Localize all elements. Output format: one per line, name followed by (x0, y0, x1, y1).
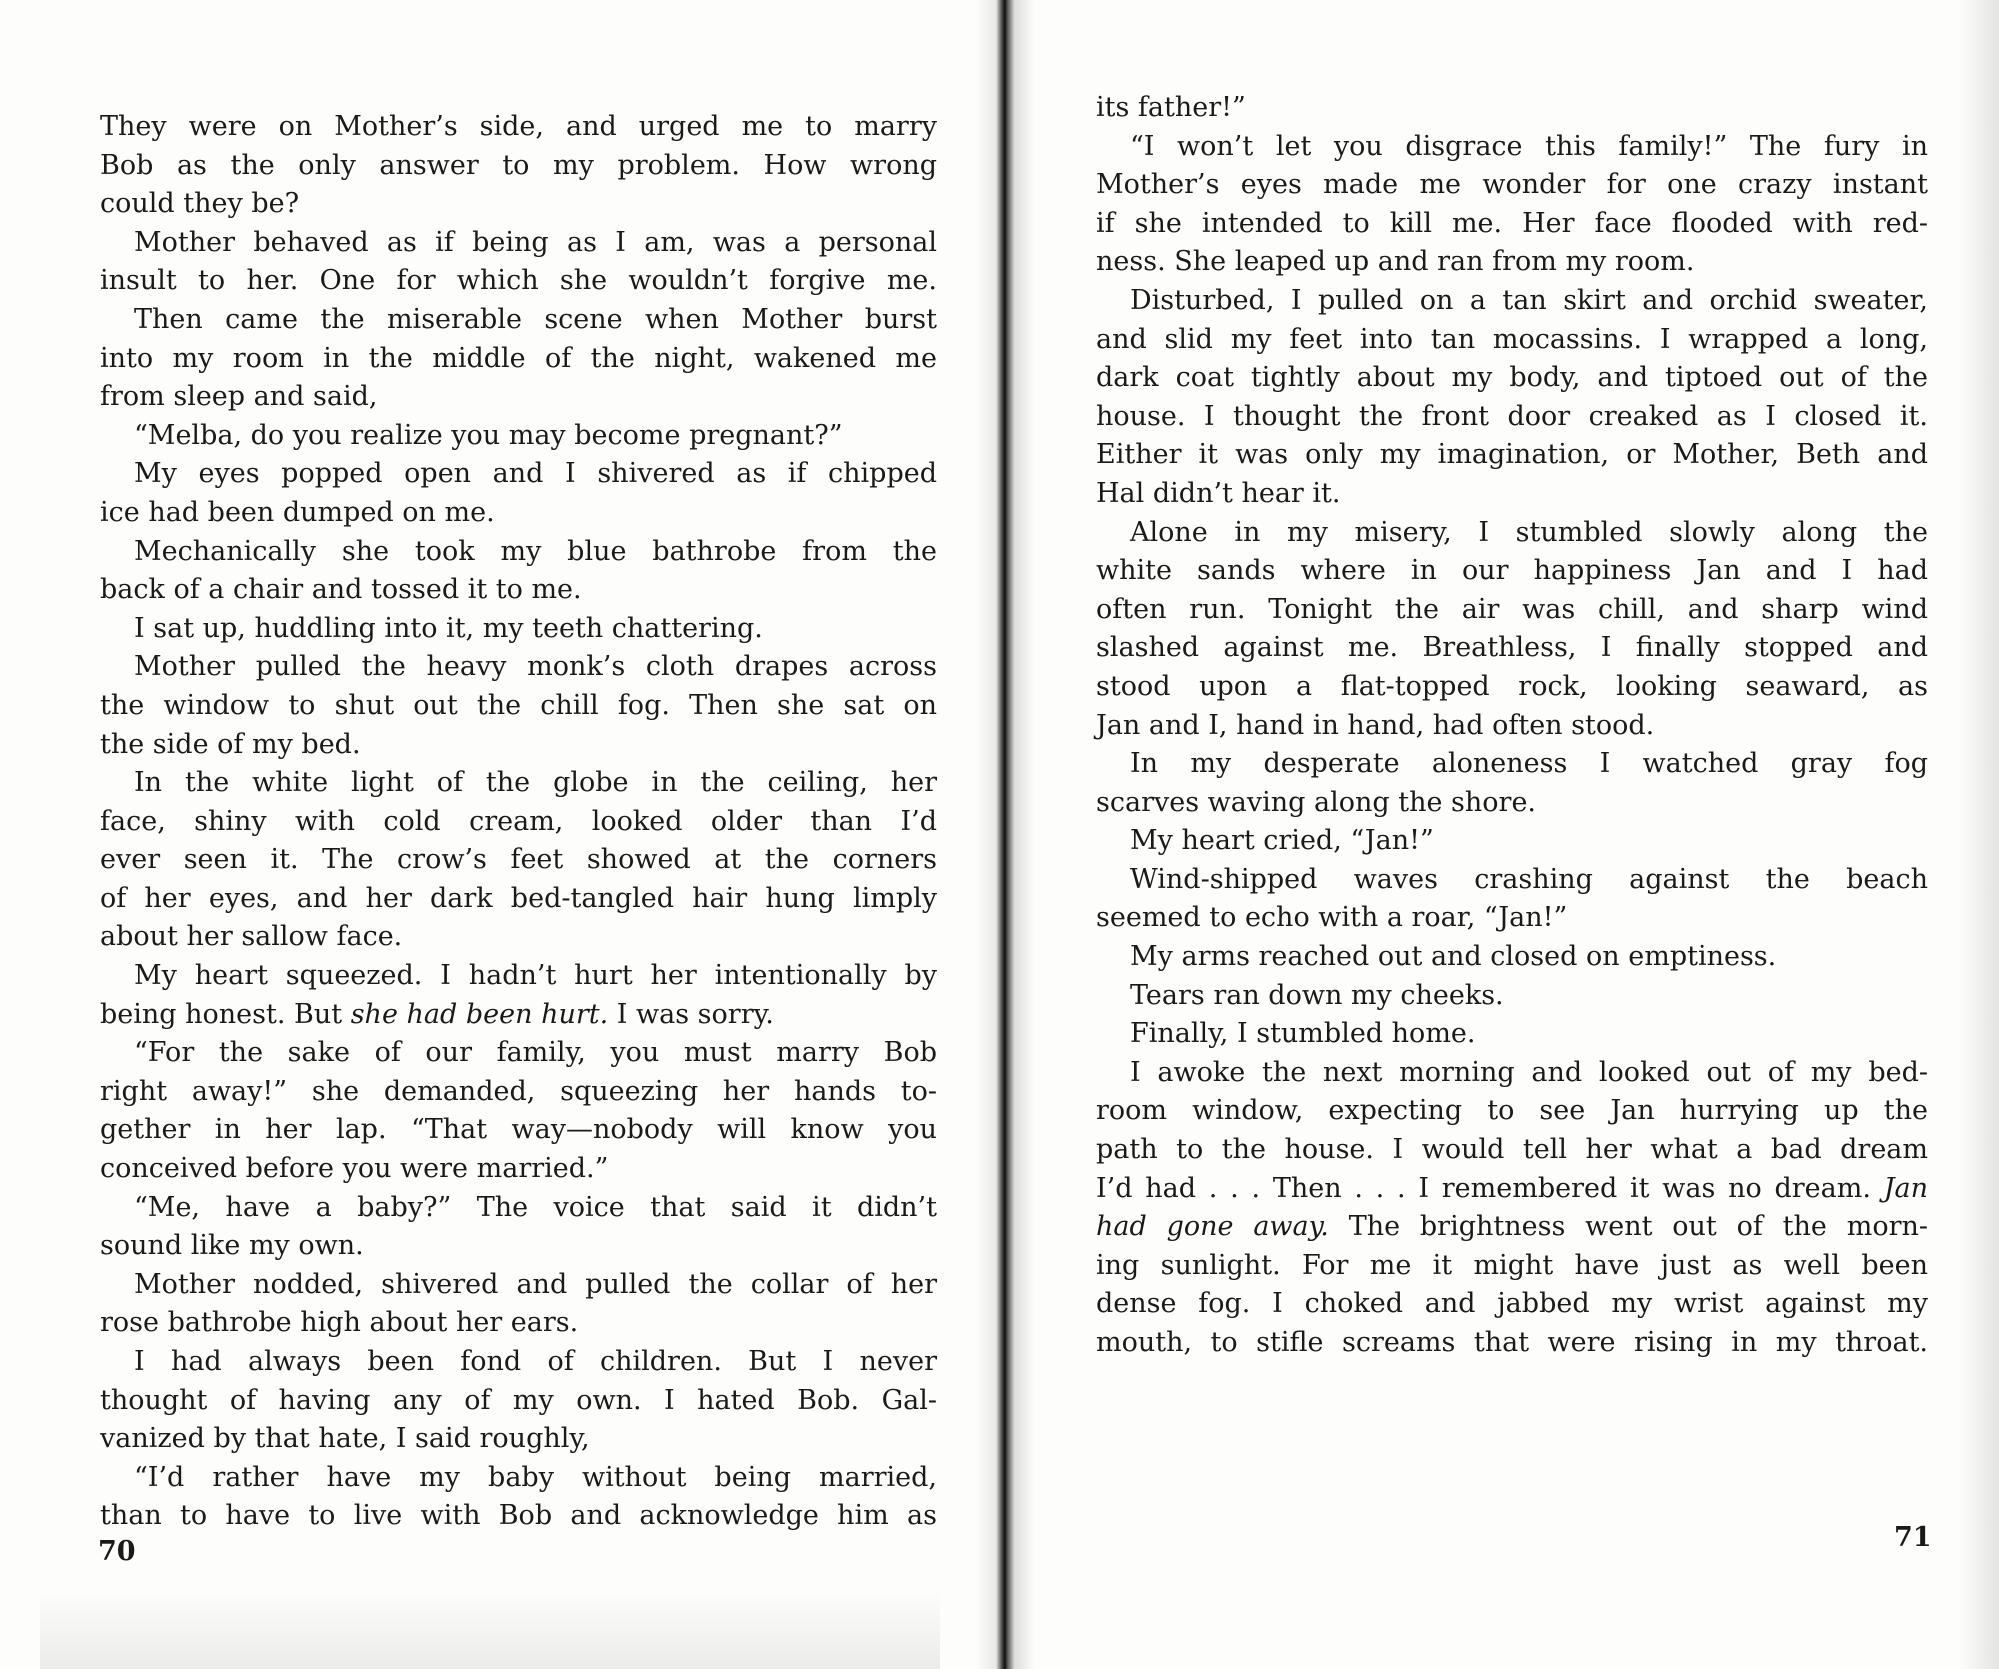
text-line (1096, 128, 1928, 167)
line-text: I awoke the next morning and looked out of my bed- (1130, 1056, 1928, 1088)
text-line (100, 918, 937, 957)
text-line (100, 996, 937, 1035)
text-line (100, 1111, 937, 1150)
text-line (1096, 1054, 1928, 1093)
line-text: Mother’s eyes made me wonder for one crazy instant (1096, 169, 1928, 201)
page-number-left: 70 (98, 1536, 136, 1567)
line-text: Either it was only my imagination, or Mother, Beth and (1096, 439, 1928, 471)
text-line (100, 378, 937, 417)
line-text: dense fog. I choked and jabbed my wrist against my (1096, 1288, 1928, 1320)
text-line (100, 1497, 937, 1536)
text-line (100, 224, 937, 263)
text-line (100, 880, 937, 919)
text-line (100, 687, 937, 726)
text-line (1096, 1131, 1928, 1170)
text-line (100, 262, 937, 301)
line-text: In my desperate aloneness I watched gray fog (1130, 748, 1928, 780)
text-line (1096, 707, 1928, 746)
line-text: rose bathrobe high about her ears. (100, 1307, 579, 1339)
line-text: could they be? (100, 188, 300, 220)
line-text: into my room in the middle of the night, wakened me (100, 342, 937, 374)
text-line (100, 841, 937, 880)
line-text: Mother behaved as if being as I am, was a personal (134, 226, 937, 258)
text-line (1096, 205, 1928, 244)
text-line (100, 1459, 937, 1498)
text-line (100, 1266, 937, 1305)
text-line (100, 1382, 937, 1421)
line-text: and slid my feet into tan mocassins. I wrapped a long, (1096, 323, 1928, 355)
text-line (100, 1227, 937, 1266)
line-text: sound like my own. (100, 1230, 364, 1262)
line-text: I’d had . . . Then . . . I remembered it was no dream. (1096, 1172, 1884, 1204)
text-line (1096, 1015, 1928, 1054)
line-text: Mechanically she took my blue bathrobe from the (134, 535, 937, 567)
line-text: “Melba, do you realize you may become pregnant?” (134, 419, 843, 451)
line-text: Tears ran down my cheeks. (1130, 979, 1504, 1011)
line-text: ness. She leaped up and ran from my room. (1096, 246, 1695, 278)
line-text: I sat up, huddling into it, my teeth chattering. (134, 612, 763, 644)
line-text: stood upon a flat-topped rock, looking seaward, as (1096, 670, 1928, 702)
text-line (100, 571, 937, 610)
line-text: Alone in my misery, I stumbled slowly along the (1130, 516, 1928, 548)
line-text: gether in her lap. “That way—nobody will know you (100, 1114, 937, 1146)
line-text: Jan and I, hand in hand, had often stood. (1096, 709, 1655, 741)
line-text: often run. Tonight the air was chill, and sharp wind (1096, 593, 1928, 625)
text-line (100, 455, 937, 494)
text-line (1096, 861, 1928, 900)
line-text: vanized by that hate, I said roughly, (100, 1423, 590, 1455)
text-line (100, 1304, 937, 1343)
line-text: house. I thought the front door creaked as I closed it. (1096, 400, 1928, 432)
line-text: white sands where in our happiness Jan and I had (1096, 555, 1928, 587)
text-line (1096, 629, 1928, 668)
line-text: Mother nodded, shivered and pulled the collar of her (134, 1268, 937, 1300)
line-text: the window to shut out the chill fog. Then she sat on (100, 689, 937, 721)
line-text: being honest. But (100, 998, 351, 1030)
text-line (100, 1420, 937, 1459)
text-line (100, 301, 937, 340)
text-line (100, 764, 937, 803)
line-text: Finally, I stumbled home. (1130, 1018, 1476, 1050)
text-line (100, 726, 937, 765)
line-text: than to have to live with Bob and acknowledge him as (100, 1500, 937, 1532)
text-line (1096, 398, 1928, 437)
line-text: the side of my bed. (100, 728, 361, 760)
line-text: ing sunlight. For me it might have just as well been (1096, 1249, 1928, 1281)
book-gutter-shadow (975, 0, 1035, 1669)
line-text: Wind-shipped waves crashing against the beach (1130, 863, 1928, 895)
line-text: They were on Mother’s side, and urged me to marry (100, 111, 937, 142)
text-line (100, 533, 937, 572)
text-line (100, 1343, 937, 1382)
line-text: dark coat tightly about my body, and tiptoed out of the (1096, 362, 1928, 394)
line-text: “I won’t let you disgrace this family!” The fury in (1130, 130, 1928, 162)
text-line (1096, 514, 1928, 553)
text-line (100, 340, 937, 379)
line-text: conceived before you were married.” (100, 1153, 609, 1185)
line-text: My heart cried, “Jan!” (1130, 825, 1434, 857)
line-text: if she intended to kill me. Her face flooded with red- (1096, 207, 1928, 239)
line-text: mouth, to stifle screams that were rising in my throat. (1096, 1327, 1928, 1358)
left-page-text (100, 108, 937, 1536)
line-text: “Me, have a baby?” The voice that said it didn’t (134, 1191, 937, 1223)
page-edge-shadow (1959, 0, 1999, 1669)
line-text: My eyes popped open and I shivered as if chipped (134, 458, 937, 490)
line-text: from sleep and said, (100, 381, 378, 413)
scan-smudge (40, 1590, 940, 1669)
text-line (100, 610, 937, 649)
text-line (1096, 899, 1928, 938)
line-text: right away!” she demanded, squeezing her hands to- (100, 1075, 937, 1107)
text-line (100, 803, 937, 842)
text-line (100, 648, 937, 687)
line-text: In the white light of the globe in the ceiling, her (134, 767, 937, 799)
text-line (100, 1073, 937, 1112)
line-text: seemed to echo with a roar, “Jan!” (1096, 902, 1568, 934)
text-line (1096, 977, 1928, 1016)
text-line (1096, 166, 1928, 205)
text-line (100, 147, 937, 186)
line-text: room window, expecting to see Jan hurrying up the (1096, 1095, 1928, 1127)
line-text: thought of having any of my own. I hated Bob. Gal- (100, 1384, 937, 1416)
text-line (1096, 243, 1928, 282)
text-line (100, 494, 937, 533)
text-line (100, 1034, 937, 1073)
text-line (100, 957, 937, 996)
line-text: of her eyes, and her dark bed-tangled hair hung limply (100, 882, 937, 914)
text-line (1096, 475, 1928, 514)
line-text: Mother pulled the heavy monk’s cloth drapes across (134, 651, 937, 683)
line-text: “For the sake of our family, you must marry Bob (134, 1037, 937, 1069)
line-text: Then came the miserable scene when Mother burst (134, 303, 937, 335)
line-text: “I’d rather have my baby without being married, (134, 1461, 937, 1493)
text-line (100, 417, 937, 456)
text-line (100, 185, 937, 224)
page-number-right: 71 (1894, 1522, 1932, 1553)
text-line (1096, 822, 1928, 861)
line-text: slashed against me. Breathless, I finally stopped and (1096, 632, 1928, 664)
italic-text: Jan (1883, 1172, 1928, 1204)
text-line (1096, 938, 1928, 977)
line-text: scarves waving along the shore. (1096, 786, 1537, 818)
text-line (1096, 282, 1928, 321)
text-line (1096, 436, 1928, 475)
line-text: I had always been fond of children. But I never (134, 1346, 937, 1377)
text-line (1096, 784, 1928, 823)
line-text: Hal didn’t hear it. (1096, 477, 1341, 509)
line-text: ever seen it. The crow’s feet showed at the corners (100, 844, 937, 876)
text-line (1096, 1324, 1928, 1363)
line-text: Disturbed, I pulled on a tan skirt and orchid sweater, (1130, 284, 1928, 316)
text-line (100, 1150, 937, 1189)
text-line (1096, 89, 1928, 128)
italic-text: she had been hurt. (350, 998, 609, 1030)
text-line (1096, 359, 1928, 398)
line-text-after: The brightness went out of the morn- (1328, 1211, 1928, 1243)
line-text: My arms reached out and closed on emptiness. (1130, 941, 1777, 973)
right-page-text (1096, 89, 1928, 1363)
text-line (1096, 591, 1928, 630)
line-text: face, shiny with cold cream, looked older than I’d (100, 805, 937, 837)
line-text: Bob as the only answer to my problem. How wrong (100, 149, 937, 181)
text-line (1096, 1247, 1928, 1286)
text-line (1096, 1208, 1928, 1247)
text-line (1096, 668, 1928, 707)
text-line (100, 1189, 937, 1228)
line-text: ice had been dumped on me. (100, 496, 495, 528)
text-line (1096, 321, 1928, 360)
line-text: back of a chair and tossed it to me. (100, 574, 582, 606)
italic-text: had gone away. (1096, 1211, 1329, 1243)
text-line (1096, 1285, 1928, 1324)
line-text: insult to her. One for which she wouldn’t forgive me. (100, 265, 937, 297)
line-text: My heart squeezed. I hadn’t hurt her intentionally by (134, 960, 937, 992)
text-line (100, 108, 937, 147)
text-line (1096, 745, 1928, 784)
text-line (1096, 1170, 1928, 1209)
line-text: its father!” (1096, 92, 1246, 123)
text-line (1096, 1092, 1928, 1131)
text-line (1096, 552, 1928, 591)
line-text-after: I was sorry. (608, 998, 774, 1030)
line-text: about her sallow face. (100, 921, 403, 953)
line-text: path to the house. I would tell her what a bad dream (1096, 1134, 1928, 1166)
